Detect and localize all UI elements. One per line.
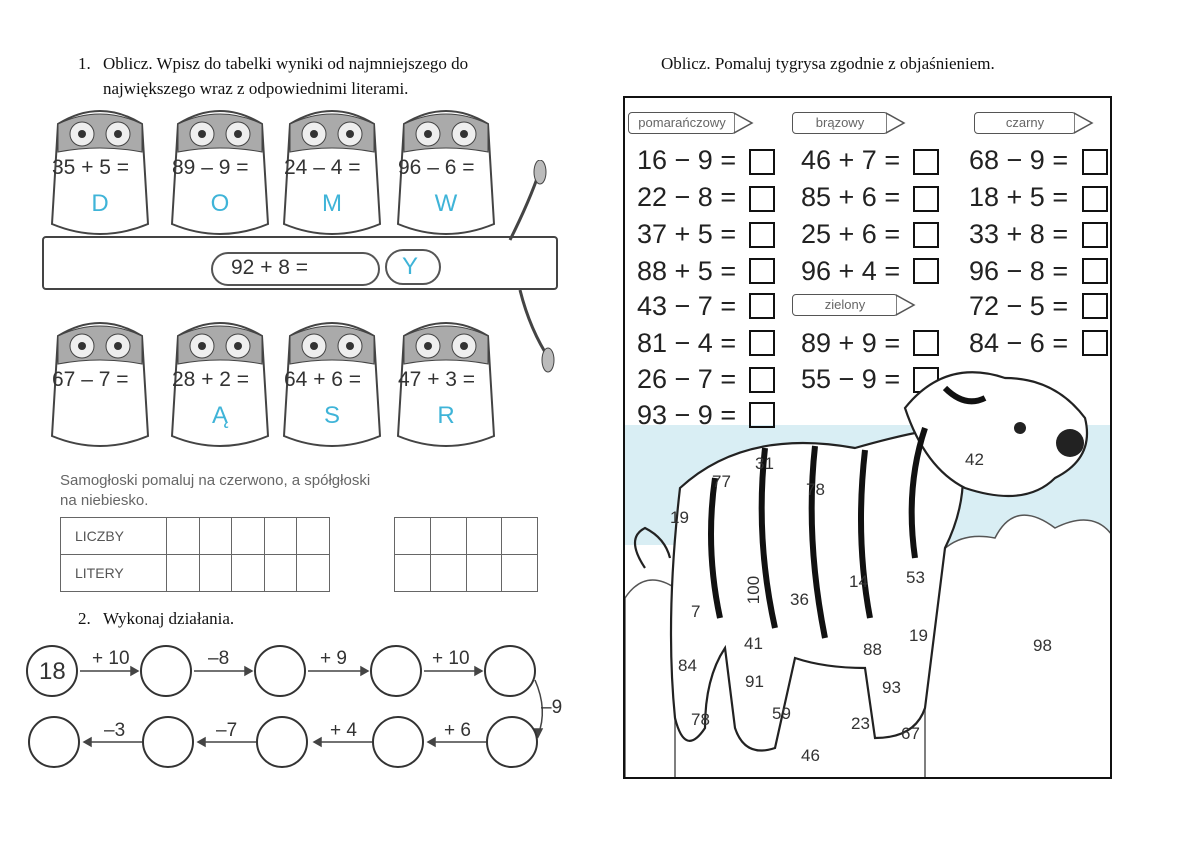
owl-letter: Ą — [211, 402, 228, 429]
answer-box[interactable] — [913, 186, 939, 212]
owl-expression: 67 – 7 = — [52, 368, 129, 391]
answer-cell[interactable] — [395, 555, 431, 592]
owl-letter: M — [322, 190, 342, 217]
answer-box[interactable] — [749, 330, 775, 356]
tiger-number: 59 — [772, 704, 791, 723]
answer-box[interactable] — [913, 222, 939, 248]
answer-cell[interactable] — [466, 555, 502, 592]
task2-number: 2. — [78, 609, 91, 628]
answer-cell[interactable] — [395, 518, 431, 555]
branch-letter-pill — [385, 249, 441, 285]
equation: 96 + 4 = — [801, 256, 901, 286]
equation: 55 − 9 = — [801, 364, 901, 394]
tiger-number: 88 — [863, 640, 882, 659]
equation: 88 + 5 = — [637, 256, 737, 286]
tiger-title: Oblicz. Pomaluj tygrysa zgodnie z objaśnieniem. — [661, 54, 995, 73]
equation: 22 − 8 = — [637, 182, 737, 212]
equation: 93 − 9 = — [637, 400, 737, 430]
owl-bottom-4 — [390, 316, 502, 434]
chain-op: –8 — [208, 648, 230, 669]
answer-cell[interactable] — [430, 518, 466, 555]
chain-circle[interactable] — [142, 716, 194, 768]
answer-cell[interactable] — [232, 555, 265, 592]
pencil-green-label: zielony — [792, 294, 898, 316]
owl-top-1 — [44, 104, 156, 222]
answer-box[interactable] — [1082, 330, 1108, 356]
owl-bottom-2 — [164, 316, 276, 434]
tiger-number: 7 — [691, 602, 701, 621]
owl-bottom-3 — [276, 316, 388, 434]
equation: 81 − 4 = — [637, 328, 737, 358]
chain-circle[interactable] — [28, 716, 80, 768]
answer-cell[interactable] — [232, 518, 265, 555]
answer-cell[interactable] — [502, 555, 538, 592]
chain-start-value: 18 — [39, 658, 66, 685]
owl-letter: W — [434, 190, 458, 217]
owl-expression: 96 – 6 = — [398, 156, 475, 179]
answer-box[interactable] — [749, 186, 775, 212]
equation: 43 − 7 = — [637, 291, 737, 321]
tiger-number: 36 — [790, 590, 809, 609]
pencil-tip-icon — [1074, 112, 1094, 134]
tiger-number: 53 — [906, 568, 925, 587]
chain-op: + 10 — [92, 648, 130, 669]
equation: 33 + 8 = — [969, 219, 1069, 249]
task1-line1: Oblicz. Wpisz do tabelki wyniki od najmniejszego do — [103, 54, 469, 73]
equation: 25 + 6 = — [801, 219, 901, 249]
equation: 96 − 8 = — [969, 256, 1069, 286]
answer-box[interactable] — [749, 149, 775, 175]
equation: 68 − 9 = — [969, 145, 1069, 175]
instruction-line1: Samogłoski pomaluj na czerwono, a spółgłoski — [60, 472, 371, 489]
chain-op: + 6 — [444, 720, 471, 741]
tiger-frame — [623, 96, 1112, 779]
owl-bottom-1 — [44, 316, 156, 434]
answer-cell[interactable] — [430, 555, 466, 592]
tiger-number: 19 — [909, 626, 928, 645]
owl-expression: 24 – 4 = — [284, 156, 361, 179]
tiger-number: 93 — [882, 678, 901, 697]
chain-op: + 9 — [320, 648, 347, 669]
tiger-number: 19 — [670, 508, 689, 527]
answer-box[interactable] — [749, 222, 775, 248]
tiger-number: 91 — [745, 672, 764, 691]
tiger-number: 42 — [965, 450, 984, 469]
answer-cell[interactable] — [167, 518, 200, 555]
owl-expression: 35 + 5 = — [52, 156, 130, 179]
equation: 16 − 9 = — [637, 145, 737, 175]
answer-box[interactable] — [749, 293, 775, 319]
tiger-number: 67 — [901, 724, 920, 743]
equation: 46 + 7 = — [801, 145, 901, 175]
branch-expression: 92 + 8 = — [231, 256, 309, 279]
equation: 37 + 5 = — [637, 219, 737, 249]
tiger-number: 31 — [755, 454, 774, 473]
owl-top-4 — [390, 104, 502, 222]
answer-cell[interactable] — [199, 518, 232, 555]
answer-cell[interactable] — [264, 555, 297, 592]
tiger-number: 98 — [1033, 636, 1052, 655]
task1-number: 1. — [78, 54, 91, 73]
pencil-tip-icon — [896, 294, 916, 316]
branch-letter: Y — [402, 253, 419, 280]
table-label-liczby: LICZBY — [61, 518, 167, 555]
owl-letter: O — [210, 190, 230, 217]
answer-cell[interactable] — [264, 518, 297, 555]
equation: 89 + 9 = — [801, 328, 901, 358]
pencil-tip-icon — [734, 112, 754, 134]
tiger-number: 41 — [744, 634, 763, 653]
answer-cell[interactable] — [199, 555, 232, 592]
equation: 18 + 5 = — [969, 182, 1069, 212]
owl-expression: 64 + 6 = — [284, 368, 362, 391]
instruction-line2: na niebiesko. — [60, 492, 149, 509]
tiger-number: 46 — [801, 746, 820, 765]
answer-box[interactable] — [913, 330, 939, 356]
chain-op: + 4 — [330, 720, 357, 741]
answer-cell[interactable] — [502, 518, 538, 555]
answer-box[interactable] — [1082, 186, 1108, 212]
tiger-number: 14 — [849, 572, 868, 591]
answer-box[interactable] — [749, 258, 775, 284]
owl-letter: D — [91, 190, 109, 217]
owl-expression: 28 + 2 = — [172, 368, 250, 391]
tiger-number: 23 — [851, 714, 870, 733]
answer-box[interactable] — [1082, 293, 1108, 319]
answer-cell[interactable] — [297, 518, 330, 555]
owl-top-2 — [164, 104, 276, 222]
task1-line2: największego wraz z odpowiednimi literami. — [103, 79, 409, 98]
pencil-black-label: czarny — [974, 112, 1076, 134]
answer-table-right — [394, 517, 538, 592]
tiger-number: 78 — [806, 480, 825, 499]
answer-box[interactable] — [1082, 149, 1108, 175]
equation: 26 − 7 = — [637, 364, 737, 394]
answer-cell[interactable] — [167, 555, 200, 592]
equation: 84 − 6 = — [969, 328, 1069, 358]
owl-letter: R — [437, 402, 455, 429]
tiger-number: 100 — [744, 575, 764, 605]
answer-cell[interactable] — [466, 518, 502, 555]
table-label-litery: LITERY — [61, 555, 167, 592]
chain-op: + 10 — [432, 648, 470, 669]
answer-box[interactable] — [1082, 222, 1108, 248]
answer-cell[interactable] — [297, 555, 330, 592]
tiger-number: 84 — [678, 656, 697, 675]
equation: 85 + 6 = — [801, 182, 901, 212]
pencil-tip-icon — [886, 112, 906, 134]
equation: 72 − 5 = — [969, 291, 1069, 321]
pencil-orange-label: pomarańczowy — [628, 112, 736, 134]
answer-table-left — [60, 517, 330, 592]
owl-top-3 — [276, 104, 388, 222]
chain-circle[interactable] — [372, 716, 424, 768]
answer-box[interactable] — [1082, 258, 1108, 284]
chain-circle[interactable] — [486, 716, 538, 768]
owl-expression: 89 – 9 = — [172, 156, 249, 179]
pencil-brown-label: brązowy — [792, 112, 888, 134]
owl-letter: S — [323, 402, 340, 429]
answer-box[interactable] — [913, 258, 939, 284]
branch-expression-pill — [211, 252, 380, 286]
task2-text: Wykonaj działania. — [103, 609, 235, 628]
chain-circle[interactable] — [256, 716, 308, 768]
chain-op: –3 — [104, 720, 126, 741]
answer-box[interactable] — [913, 149, 939, 175]
chain-op: –7 — [216, 720, 238, 741]
tiger-number: 77 — [712, 472, 731, 491]
chain-op-down: –9 — [541, 697, 563, 718]
owl-expression: 47 + 3 = — [398, 368, 476, 391]
tiger-number: 78 — [691, 710, 710, 729]
